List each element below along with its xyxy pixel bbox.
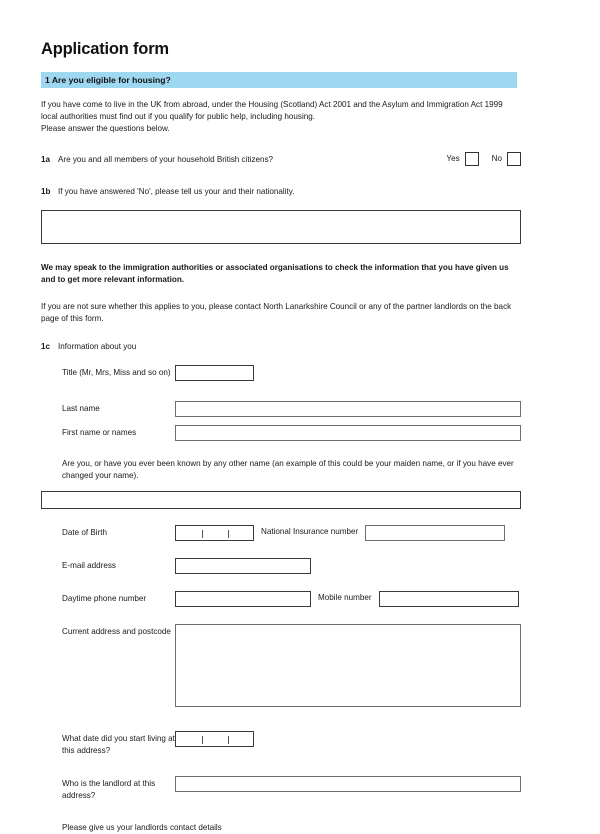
daytime-phone-input[interactable] [175,591,311,607]
first-name-label: First name or names [62,428,137,438]
question-1c-heading: Information about you [58,342,137,352]
other-name-input[interactable] [41,491,521,509]
question-1a-number: 1a [41,154,51,164]
date-of-birth-input[interactable] [175,525,254,541]
section-header-eligibility: 1 Are you eligible for housing? [41,72,517,88]
date-separator-icon [228,530,229,538]
landlord-label: Who is the landlord at this address? [62,779,156,800]
current-address-label: Current address and postcode [62,627,171,637]
field-row-dob-ni [41,525,521,541]
current-address-input[interactable] [175,624,521,707]
date-separator-icon [228,736,229,744]
field-row-last-name [41,401,521,417]
question-1a-text: Are you and all members of your household British citizens? [58,154,274,164]
field-row-phone [41,591,521,607]
start-date-input[interactable] [175,731,254,747]
nationality-input[interactable] [41,210,521,244]
intro-instruction: Please answer the questions below. [41,124,170,134]
field-row-current-address [41,624,521,707]
landlord-input[interactable] [175,776,521,792]
form-content [41,40,521,834]
intro-paragraph: If you have come to live in the UK from abroad, under the Housing (Scotland) Act 2001 and the Asylum and Immigration Act 1999 local authorities must find out if you qualify for public help, including housing. [41,100,503,122]
date-separator-icon [202,736,203,744]
question-1b-row [41,186,521,198]
national-insurance-input[interactable] [365,525,505,541]
title-input[interactable] [175,365,254,381]
last-name-input[interactable] [175,401,521,417]
question-1c-row [41,341,521,353]
field-row-start-date [41,731,521,756]
national-insurance-label: National Insurance number [261,527,359,537]
yes-checkbox[interactable] [465,152,479,166]
field-row-title [41,365,521,381]
title-label: Title (Mr, Mrs, Miss and so on) [62,368,171,378]
email-input[interactable] [175,558,311,574]
mobile-label: Mobile number [318,593,372,603]
question-1b-text: If you have answered 'No', please tell us your and their nationality. [58,186,295,196]
other-name-question: Are you, or have you ever been known by any other name (an example of this could be your maiden name, or if you have ever changed your name). [62,459,514,481]
no-label: No [491,153,502,163]
date-separator-icon [202,530,203,538]
start-date-label: What date did you start living at this address? [62,734,175,755]
yes-label: Yes [446,153,460,163]
immigration-notice-text: We may speak to the immigration authorities or associated organisations to check the information that you have given us and to get more relevant information. [41,262,509,285]
question-1a-answer-group [446,152,521,166]
email-label: E-mail address [62,561,116,571]
last-name-label: Last name [62,404,100,414]
question-1c-number: 1c [41,342,51,352]
no-checkbox[interactable] [507,152,521,166]
first-name-input[interactable] [175,425,521,441]
date-of-birth-label: Date of Birth [62,528,107,538]
page-title: Application form [41,40,169,58]
contact-council-text: If you are not sure whether this applies to you, please contact North Lanarkshire Council or any of the partner landlords on the back page of this form. [41,301,512,323]
field-row-email [41,558,521,574]
daytime-phone-label: Daytime phone number [62,594,147,604]
question-1b-number: 1b [41,186,51,196]
landlord-contact-text: Please give us your landlords contact details [62,822,222,832]
field-row-landlord [41,776,521,801]
field-row-first-name [41,425,521,441]
mobile-input[interactable] [379,591,519,607]
question-1a-row [41,154,521,166]
